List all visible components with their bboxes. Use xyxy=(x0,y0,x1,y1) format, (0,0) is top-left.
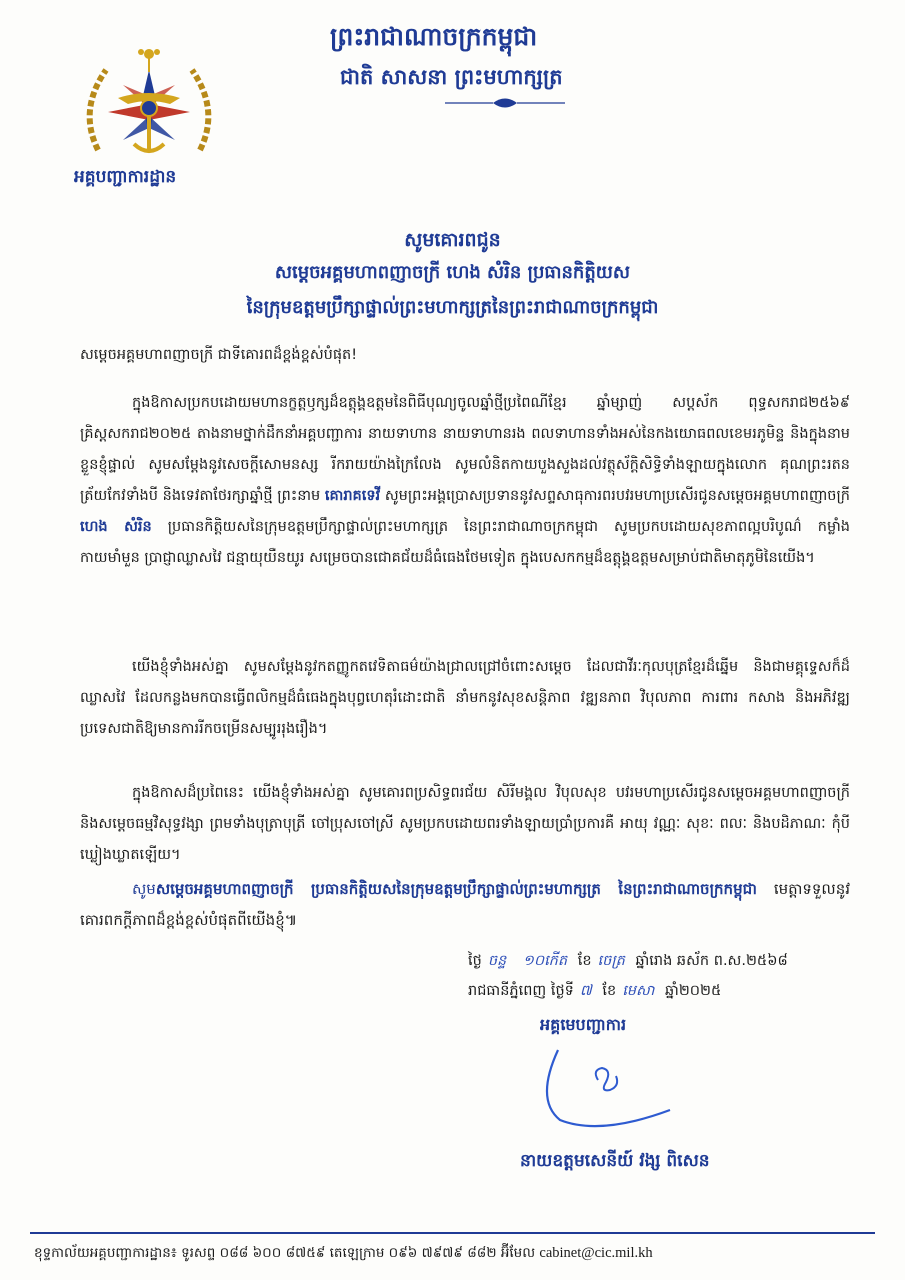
addressee-line-1: សម្ដេចអគ្គមហាពញាចក្រី ហេង សំរិន ប្រធានកិត្តិយស xyxy=(274,262,631,283)
lunar-num: ១០កើត xyxy=(522,953,568,969)
deity-name: គោរាគទេវី xyxy=(324,488,381,504)
lunar-day-prefix: ថ្ងៃ xyxy=(468,953,482,969)
solar-day: ៧ xyxy=(579,983,592,999)
unit-name: អគ្គបញ្ជាការដ្ឋាន xyxy=(74,167,177,187)
paragraph-1 xyxy=(80,388,850,574)
handwritten-signature xyxy=(530,1040,680,1140)
salutation: សូមគោរពជូន xyxy=(404,229,501,251)
place-prefix: រាជធានីភ្នំពេញ ថ្ងៃទី xyxy=(468,983,574,999)
paragraph-1-text-c: ប្រធានកិត្តិយសនៃក្រុមឧត្តមប្រឹក្សាផ្ទាល់ព្រះមហាក្សត្រ នៃព្រះរាជាណាចក្រកម្ពុជា សូមប្រកបដោយសុខភាពល្អបរិបូណ៌ កម្លាំងកាយមាំមួន ប្រាជ្ញាឈ្លាសវៃ ជន្មាយុយឺនយូរ សម្រេចបានជោគជ័យដ៏ធំធេងថែមទៀត ក្នុងបេសកកម្មដ៏ឧត្ដុង្គឧត្ដមសម្រាប់ជាតិមាតុភូមិនៃយើង។ xyxy=(80,519,850,566)
addressee-line-2: នៃក្រុមឧត្ដមប្រឹក្សាផ្ទាល់ព្រះមហាក្សត្រនៃព្រះរាជាណាចក្រកម្ពុជា xyxy=(246,297,659,318)
footer-contact xyxy=(34,1244,879,1264)
kingdom-heading: ព្រះរាជាណាចក្រកម្ពុជា xyxy=(330,22,538,51)
lunar-month: ចេត្រ xyxy=(597,953,625,969)
paragraph-4-text-b: មេត្តាទទួលនូវគោរពកក្តីភាពដ៏ខ្ពង់ខ្ពស់បំផុតពីយើងខ្ញុំ៕ xyxy=(80,880,850,929)
letter-greeting: សម្ដេចអគ្គមហាពញាចក្រី ជាទីគោរពដ៏ខ្ពង់ខ្ពស់បំផុត! xyxy=(80,347,358,363)
paragraph-3: ក្នុងឱកាសដ៏ប្រពៃនេះ យើងខ្ញុំទាំងអស់គ្នា សូមគោរពប្រសិទ្ធពរជ័យ សិរីមង្គល វិបុលសុខ បវរមហាប្រសើរជូនសម្ដេចអគ្គមហាពញាចក្រី និងសម្ដេចធម្មវិសុទ្ធវង្សា ព្រមទាំងបុត្រាបុត្រី ចៅប្រុសចៅស្រី សូមប្រកបដោយពរទាំងឡាយប្រាំប្រការគឺ អាយុ វណ្ណៈ សុខៈ ពលៈ និងបដិភាណៈ កុំបីឃ្លៀងឃ្លាតឡើយ។ xyxy=(80,785,850,863)
ornament-divider xyxy=(445,96,565,110)
footer-text: ខុទ្ទកាល័យអគ្គបញ្ជាការដ្ឋាន៖ ទូរសព្ទ ០៨៨ ៦០០ ៨៧៥៩ តេឡេក្រាម ០៩៦ ៧៩៧៩ ៨៨២ អ៊ីមែល xyxy=(34,1245,536,1261)
solar-year: ឆ្នាំ២០២៥ xyxy=(665,983,722,999)
signatory-name: នាយឧត្តមសេនីយ៍ វង្ស ពិសេន xyxy=(520,1151,710,1171)
addressee-name: ហេង សំរិន xyxy=(80,519,152,535)
footer-divider xyxy=(30,1232,875,1234)
paragraph-1-text-b: សូមព្រះអង្គប្រោសប្រទាននូវសព្ទសាធុការពរបវរមហាប្រសើរជូនសម្ដេចអគ្គមហាពញាចក្រី xyxy=(380,488,850,504)
paragraph-2: យើងខ្ញុំទាំងអស់គ្នា សូមសម្ដែងនូវកតញ្ញូកតវេទិតាធម៌យ៉ាងជ្រាលជ្រៅចំពោះសម្ដេច ដែលជាវីរៈកុលបុត្រខ្មែរដ៏ឆ្នើម និងជាមគ្គុទ្ទេសក៏ដ៏ឈ្លាសវៃ ដែលកន្លងមកបានធ្វើពលិកម្មដ៏ធំធេងក្នុងបុព្វហេតុរំដោះជាតិ នាំមកនូវសុខសន្តិភាព វឌ្ឍនភាព វិបុលភាព ការពារ កសាង និងអភិវឌ្ឍប្រទេសជាតិឱ្យមានការរីកចម្រើនសម្បូររុងរឿង។ xyxy=(80,659,850,737)
lunar-month-prefix: ខែ xyxy=(577,953,592,969)
national-motto: ជាតិ សាសនា ព្រះមហាក្សត្រ xyxy=(340,64,563,89)
lunar-year: ឆ្នាំរោង ឆស័ក ព.ស.២៥៦៨ xyxy=(635,953,788,969)
footer-email: cabinet@cic.mil.kh xyxy=(539,1245,653,1261)
solar-month-prefix: ខែ xyxy=(602,983,617,999)
paragraph-1-text-a: ក្នុងឱកាសប្រកបដោយមហានក្ខត្តឫក្សដ៏ឧត្ដុង្គឧត្ដមនៃពិធីបុណ្យចូលឆ្នាំថ្មីប្រពៃណីខ្មែរ ឆ្នាំម្សាញ់ សប្តស័ក ពុទ្ធសករាជ២៥៦៩ គ្រិស្តសករាជ២០២៥ តាងនាមថ្នាក់ដឹកនាំអគ្គបញ្ជាការ នាយទាហាន នាយទាហានរង ពលទាហានទាំងអស់នៃកងយោធពលខេមរភូមិន្ទ និងក្នុងនាមខ្លួនខ្ញុំផ្ទាល់ សូមសម្ដែងនូវសេចក្ដីសោមនស្ស រីករាយយ៉ាងក្រៃលែង សូមលំនិតកាយបួងសួងដល់វត្ថុស័ក្តិសិទ្ធិទាំងឡាយក្នុងលោក គុណព្រះរតនត្រ័យកែវទាំងបី និងទេវតាថែរក្សាឆ្នាំថ្មី ព្រះនាម xyxy=(80,395,850,504)
lunar-date xyxy=(468,952,788,973)
solar-date xyxy=(468,982,721,1003)
paragraph-4-text-a: សូម xyxy=(132,880,156,898)
paragraph-4 xyxy=(80,874,850,936)
signatory-title: អគ្គមេបញ្ជាការ xyxy=(540,1015,627,1034)
paragraph-4-bold: សម្ដេចអគ្គមហាពញាចក្រី ប្រធានកិត្តិយសនៃក្រុមឧត្តមប្រឹក្សាផ្ទាល់ព្រះមហាក្សត្រ នៃព្រះរាជាណាចក្រកម្ពុជា xyxy=(155,880,757,898)
solar-month: មេសា xyxy=(622,983,655,999)
military-emblem-logo xyxy=(78,40,220,168)
lunar-day: ចន្ទ xyxy=(487,953,507,969)
